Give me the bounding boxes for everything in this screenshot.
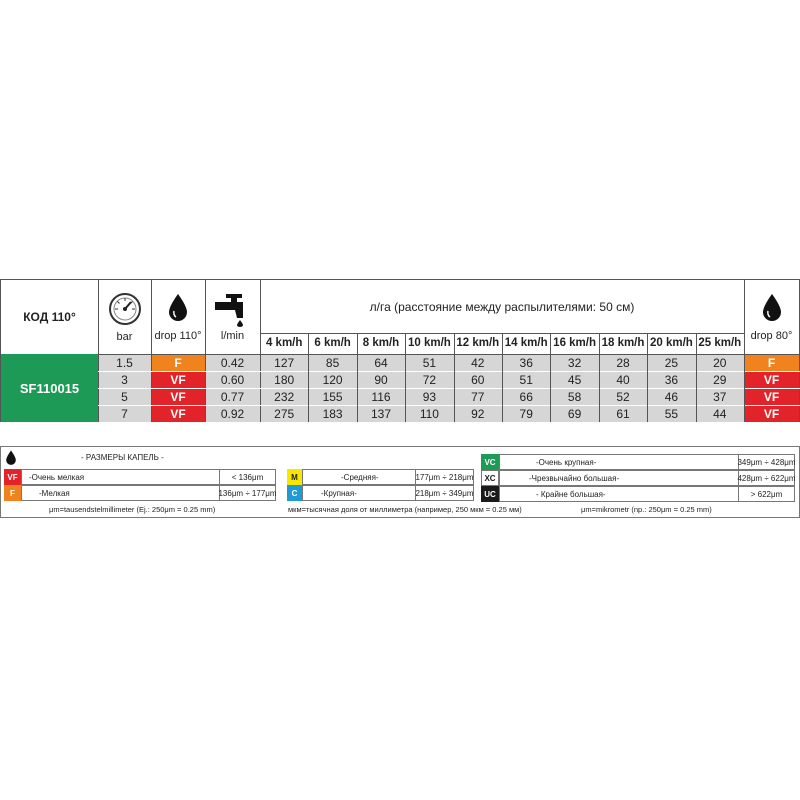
drop110-label: drop 110° (154, 329, 202, 342)
pressure-cell: 3 (98, 371, 151, 388)
drop80-header (744, 280, 799, 354)
legend-badge-f: F (4, 485, 21, 501)
rate-cell: 51 (405, 354, 453, 371)
drop80-badge: VF (744, 405, 799, 422)
legend-badge-vc: VC (481, 454, 499, 470)
legend-range-f: 136μm ÷ 177μm (218, 488, 277, 498)
rate-cell: 46 (647, 388, 695, 405)
legend-range-vc: 349μm ÷ 428μm (737, 457, 796, 467)
droplet-legend (0, 446, 800, 518)
rate-cell: 32 (550, 354, 598, 371)
rate-cell: 58 (550, 388, 598, 405)
legend-badge-c: C (287, 485, 302, 501)
legend-name-f: -Мелкая (39, 488, 70, 498)
rate-cell: 137 (357, 405, 405, 422)
legend-name-m: -Средняя- (341, 472, 379, 482)
nozzle-code: SF110015 (1, 354, 98, 422)
pressure-cell: 1.5 (98, 354, 151, 371)
rate-cell: 61 (599, 405, 647, 422)
rate-cell: 79 (502, 405, 550, 422)
drop80-badge: VF (744, 388, 799, 405)
legend-badge-vf: VF (4, 469, 21, 485)
legend-name-uc: - Крайне большая- (536, 489, 606, 499)
drop110-badge: VF (151, 405, 205, 422)
rate-cell: 64 (357, 354, 405, 371)
footnote-pl: μm=mikrometr (np.: 250μm = 0.25 mm) (581, 505, 712, 514)
lmin-header (205, 280, 260, 354)
legend-badge-xc: XC (481, 470, 499, 486)
bar-label: bar (116, 330, 133, 343)
rate-cell: 69 (550, 405, 598, 422)
footnote-de: μm=tausendstelmillimeter (Ej.: 250μm = 0.25 mm) (49, 505, 216, 514)
flow-cell: 0.77 (205, 388, 260, 405)
rate-cell: 45 (550, 371, 598, 388)
drop80-badge: VF (744, 371, 799, 388)
rate-cell: 25 (647, 354, 695, 371)
nozzle-table (0, 279, 800, 422)
rate-cell: 92 (454, 405, 502, 422)
rate-cell: 29 (696, 371, 744, 388)
legend-range-vf: < 136μm (231, 472, 264, 482)
drop-icon (761, 293, 783, 323)
code-label: КОД 110° (23, 310, 76, 324)
rate-cell: 116 (357, 388, 405, 405)
speed-header: 4 km/h (265, 336, 303, 349)
pressure-cell: 7 (98, 405, 151, 422)
drop110-header (151, 280, 205, 354)
lmin-label: l/min (220, 329, 245, 342)
rate-title: л/га (расстояние между распылителями: 50 см) (369, 299, 635, 314)
drop110-badge: VF (151, 388, 205, 405)
speed-header: 14 km/h (504, 336, 548, 349)
legend-badge-uc: UC (481, 486, 499, 502)
rate-cell: 40 (599, 371, 647, 388)
rate-cell: 20 (696, 354, 744, 371)
rate-cell: 36 (502, 354, 550, 371)
speed-header: 10 km/h (407, 336, 451, 349)
rate-cell: 155 (308, 388, 356, 405)
rate-cell: 77 (454, 388, 502, 405)
speed-header: 12 km/h (456, 336, 500, 349)
rate-cell: 28 (599, 354, 647, 371)
rate-cell: 232 (260, 388, 308, 405)
water-tap-icon (213, 293, 253, 327)
rate-cell: 120 (308, 371, 356, 388)
rate-cell: 110 (405, 405, 453, 422)
speed-header: 18 km/h (601, 336, 645, 349)
rate-cell: 183 (308, 405, 356, 422)
drop110-badge: VF (151, 371, 205, 388)
legend-name-c: -Крупная- (321, 488, 357, 498)
rate-cell: 52 (599, 388, 647, 405)
legend-range-m: 177μm ÷ 218μm (415, 472, 474, 482)
rate-cell: 72 (405, 371, 453, 388)
rate-cell: 36 (647, 371, 695, 388)
rate-cell: 42 (454, 354, 502, 371)
legend-range-xc: 428μm ÷ 622μm (737, 473, 796, 483)
legend-title: - РАЗМЕРЫ КАПЕЛЬ - (81, 453, 164, 462)
rate-cell: 44 (696, 405, 744, 422)
rate-cell: 275 (260, 405, 308, 422)
rate-cell: 66 (502, 388, 550, 405)
legend-badge-m: M (287, 469, 302, 485)
rate-cell: 37 (696, 388, 744, 405)
flow-cell: 0.60 (205, 371, 260, 388)
speed-header: 8 km/h (362, 336, 400, 349)
speed-header: 6 km/h (314, 336, 351, 349)
drop110-badge: F (151, 354, 205, 371)
drop80-label: drop 80° (750, 329, 793, 342)
rate-cell: 93 (405, 388, 453, 405)
footnote-ru: мкм=тысячная доля от миллиметра (например, 250 мкм = 0.25 мм) (288, 505, 522, 514)
legend-name-xc: -Чрезвычайно большая- (529, 473, 620, 483)
rate-cell: 60 (454, 371, 502, 388)
speed-header: 25 km/h (698, 336, 742, 349)
drop80-badge: F (744, 354, 799, 371)
pressure-cell: 5 (98, 388, 151, 405)
speed-header: 16 km/h (553, 336, 596, 349)
legend-name-vc: -Очень крупная- (536, 457, 597, 467)
drop-icon (167, 293, 189, 323)
rate-cell: 127 (260, 354, 308, 371)
rate-cell: 51 (502, 371, 550, 388)
rate-cell: 55 (647, 405, 695, 422)
flow-cell: 0.42 (205, 354, 260, 371)
flow-cell: 0.92 (205, 405, 260, 422)
legend-name-vf: -Очень мелкая (29, 472, 85, 482)
bar-header (98, 280, 151, 354)
drop-icon (5, 450, 17, 466)
pressure-gauge-icon (108, 292, 142, 326)
rate-cell: 180 (260, 371, 308, 388)
rate-cell: 90 (357, 371, 405, 388)
legend-range-uc: > 622μm (750, 489, 783, 499)
speed-header: 20 km/h (649, 336, 693, 349)
legend-range-c: 218μm ÷ 349μm (415, 488, 474, 498)
rate-cell: 85 (308, 354, 356, 371)
